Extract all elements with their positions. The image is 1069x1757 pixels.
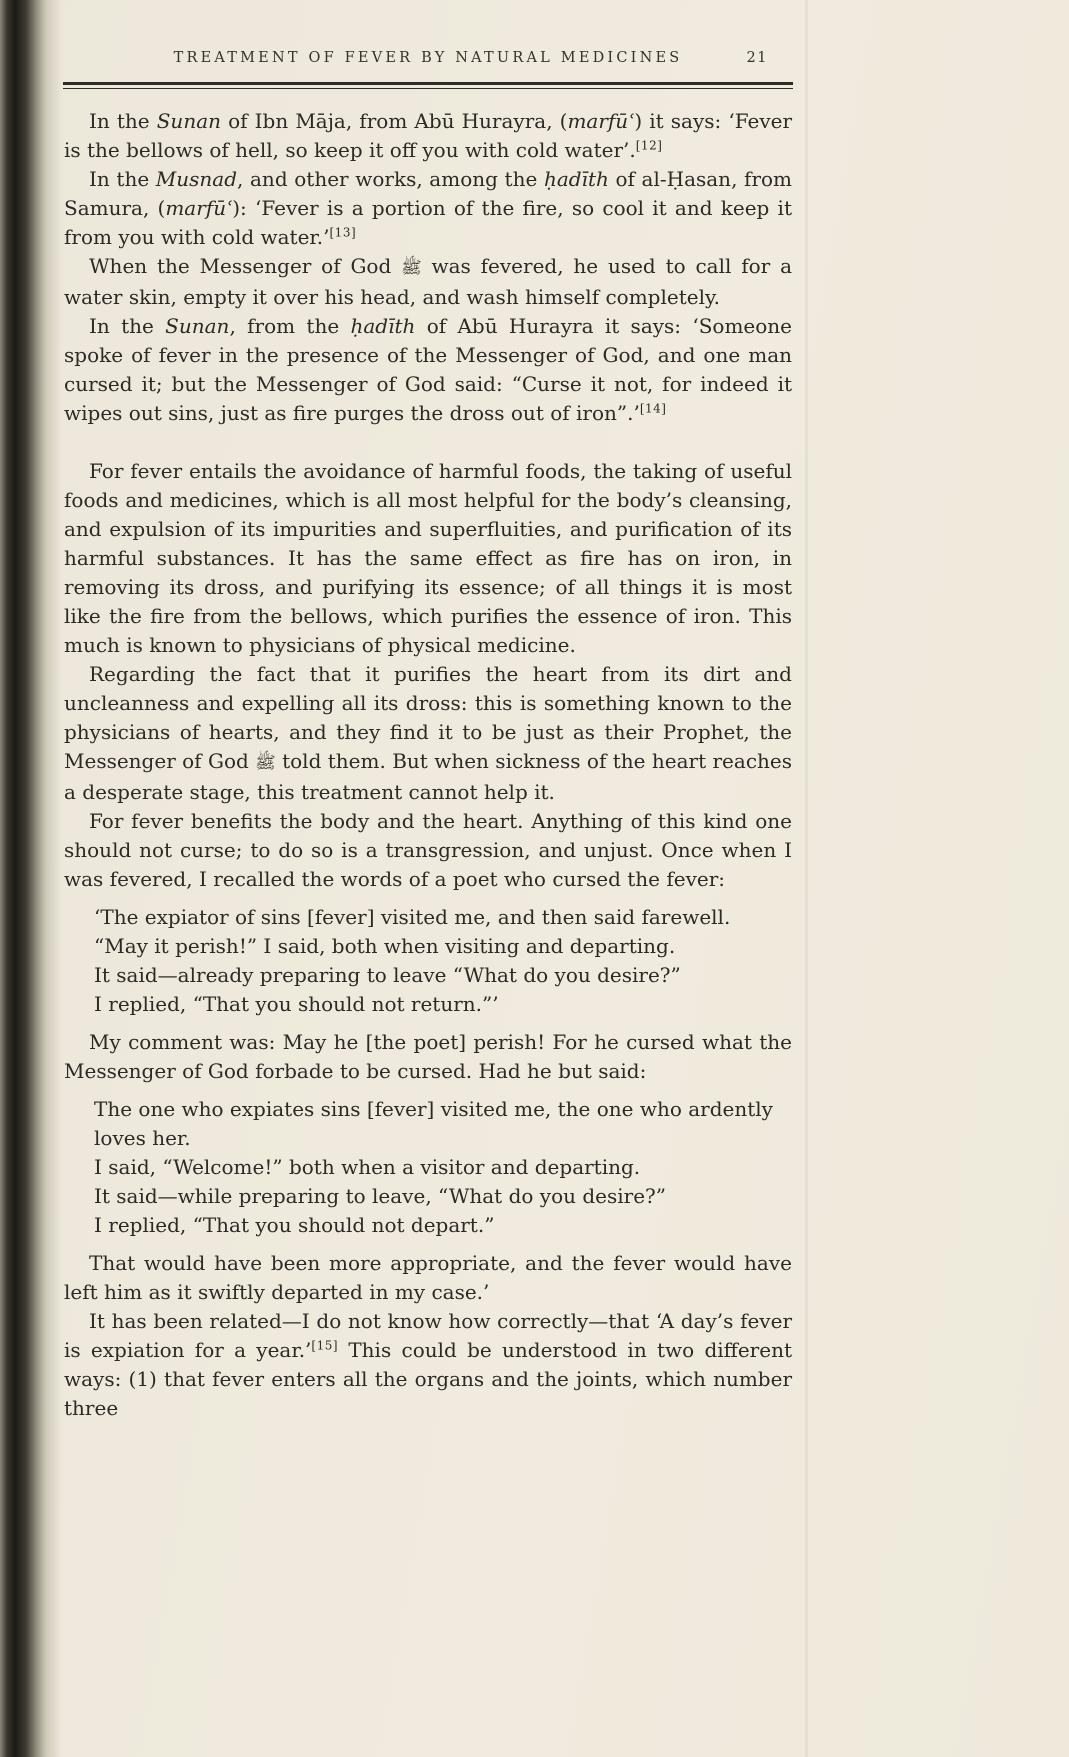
header-double-rule bbox=[63, 82, 793, 89]
paragraph: It has been related—I do not know how correctly—that ‘A day’s fever is expiation for a year.’[15] This could be understood in two different ways: (1) that fever enters all the organs and the joints, which number three bbox=[64, 1309, 792, 1420]
verse-line: It said—already preparing to leave “What do you desire?” bbox=[94, 963, 681, 987]
verse-line: I replied, “That you should not return.”’ bbox=[94, 992, 499, 1016]
paragraph: Regarding the fact that it purifies the heart from its dirt and uncleanness and expelling all its dross: this is something known to the physicians of hearts, and they find it to be just as their Prophet, the Messenger of God ﷺ told them. But when sickness of the heart reaches a desperate stage, this treatment cannot help it. bbox=[64, 662, 792, 804]
paragraph: My comment was: May he [the poet] perish! For he cursed what the Messenger of God forbade to be cursed. Had he but said: bbox=[64, 1030, 792, 1083]
page-edge-streak bbox=[805, 0, 808, 1757]
verse-line: The one who expiates sins [fever] visited me, the one who ardently loves her. bbox=[94, 1097, 773, 1150]
page-number: 21 bbox=[746, 50, 768, 66]
paragraph: When the Messenger of God ﷺ was fevered, he used to call for a water skin, empty it over his head, and wash himself completely. bbox=[64, 254, 792, 309]
paragraph: In the Sunan, from the ḥadīth of Abū Hurayra it says: ‘Someone spoke of fever in the presence of the Messenger of God, and one man cursed it; but the Messenger of God said: “Curse it not, for indeed it wipes out sins, just as fire purges the dross out of iron”.’[14] bbox=[64, 314, 793, 425]
paragraph: In the Sunan of Ibn Māja, from Abū Hurayra, (marfūʿ) it says: ‘Fever is the bellows of hell, so keep it off you with cold water’.[12] bbox=[64, 109, 793, 162]
verse-block bbox=[94, 1095, 792, 1240]
verse-line: “May it perish!” I said, both when visiting and departing. bbox=[94, 934, 676, 958]
verse-line: It said—while preparing to leave, “What do you desire?” bbox=[94, 1184, 666, 1208]
honorific-glyph: ﷺ bbox=[401, 258, 422, 278]
verse-block bbox=[94, 903, 792, 1019]
verse-line: ‘The expiator of sins [fever] visited me, and then said farewell. bbox=[94, 905, 731, 929]
running-header bbox=[64, 50, 792, 66]
text-block bbox=[64, 107, 792, 1423]
scan-gutter-shadow bbox=[0, 0, 62, 1757]
running-header-title: TREATMENT OF FEVER BY NATURAL MEDICINES bbox=[173, 50, 683, 66]
paragraph: For fever entails the avoidance of harmful foods, the taking of useful foods and medicines, which is all most helpful for the body’s cleansing, and expulsion of its impurities and superfluities, and purification of its harmful substances. It has the same effect as fire has on iron, in removing its dross, and purifying its essence; of all things it is most like the fire from the bellows, which purifies the essence of iron. This much is known to physicians of physical medicine. bbox=[64, 459, 792, 657]
verse-line: I said, “Welcome!” both when a visitor and departing. bbox=[94, 1155, 641, 1179]
honorific-glyph: ﷺ bbox=[255, 753, 276, 773]
paragraph: For fever benefits the body and the heart. Anything of this kind one should not curse; to do so is a transgression, and unjust. Once when I was fevered, I recalled the words of a poet who cursed the fever: bbox=[64, 809, 792, 891]
verse-line: I replied, “That you should not depart.” bbox=[94, 1213, 495, 1237]
paragraph: That would have been more appropriate, and the fever would have left him as it swiftly departed in my case.’ bbox=[64, 1251, 792, 1304]
paragraph: In the Musnad, and other works, among the ḥadīth of al-Ḥasan, from Samura, (marfūʿ): ‘Fever is a portion of the fire, so cool it and keep it from you with cold water.’[13] bbox=[64, 167, 793, 249]
